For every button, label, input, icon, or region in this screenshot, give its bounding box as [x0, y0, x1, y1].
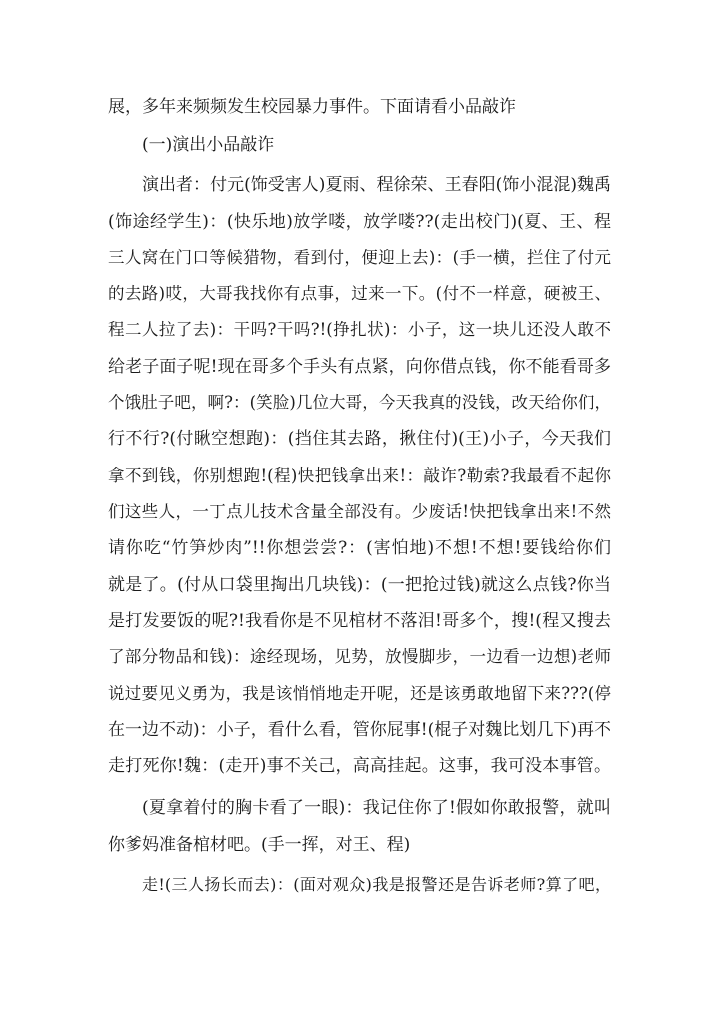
paragraph-line: 三人窝在门口等候猎物，看到付，便迎上去)：(手一横，拦住了付元 [108, 248, 611, 267]
paragraph-line: 了部分物品和钱)：途经现场，见势，放慢脚步，一边看一边想)老师 [108, 647, 611, 666]
paragraph-line: 们这些人，一丁点儿技术含量全部没有。少废话!快把钱拿出来!不然 [108, 502, 611, 521]
paragraph-line: 程二人拉了去)：干吗?干吗?!(挣扎状)：小子，这一块儿还没人敢不 [108, 320, 611, 339]
paragraph-line: 给老子面子呢!现在哥多个手头有点紧，向你借点钱，你不能看哥多 [108, 357, 611, 377]
paragraph-line: 行不行?(付瞅空想跑)：(挡住其去路，揪住付)(王)小子，今天我们 [108, 429, 611, 449]
paragraph-line: 在一边不动)：小子，看什么看，管你屁事!(棍子对魏比划几下)再不 [108, 720, 611, 740]
paragraph-line: 走!(三人扬长而去)：(面对观众)我是报警还是告诉老师?算了吧， [142, 875, 611, 894]
paragraph-line: 请你吃“竹笋炒肉”!!你想尝尝?：(害怕地)不想!不想!要钱给你们 [108, 538, 611, 558]
paragraph-line: (夏拿着付的胸卡看了一眼)：我记住你了!假如你敢报警，就叫 [142, 798, 611, 818]
paragraph-line: 拿不到钱，你别想跑!(程)快把钱拿出来!：敲诈?勒索?我最看不起你 [108, 466, 611, 485]
paragraph-line: 就是了。(付从口袋里掏出几块钱)：(一把抢过钱)就这么点钱?你当 [108, 575, 611, 595]
paragraph-line: 说过要见义勇为，我是该悄悄地走开呢，还是该勇敢地留下来???(停 [108, 684, 611, 703]
paragraph-line: 是打发要饭的呢?!我看你是不见棺材不落泪!哥多个，搜!(程又搜去 [108, 611, 611, 631]
paragraph-line: (饰途经学生)：(快乐地)放学喽，放学喽??(走出校门)(夏、王、程 [108, 212, 611, 232]
paragraph-line: 展，多年来频频发生校园暴力事件。下面请看小品敲诈 [108, 97, 516, 117]
paragraph-line: 演出者：付元(饰受害人)夏雨、程徐荣、王春阳(饰小混混)魏禹 [142, 175, 611, 195]
paragraph-line: 的去路)哎，大哥我找你有点事，过来一下。(付不一样意，硬被王、 [108, 284, 611, 303]
section-heading: (一)演出小品敲诈 [142, 135, 275, 155]
paragraph-line: 个饿肚子吧，啊?：(笑脸)几位大哥，今天我真的没钱，改天给你们， [108, 393, 611, 412]
paragraph-line: 走打死你!魏：(走开)事不关己，高高挂起。这事，我可没本事管。 [108, 756, 611, 776]
paragraph-line: 你爹妈准备棺材吧。(手一挥，对王、程) [108, 835, 411, 855]
